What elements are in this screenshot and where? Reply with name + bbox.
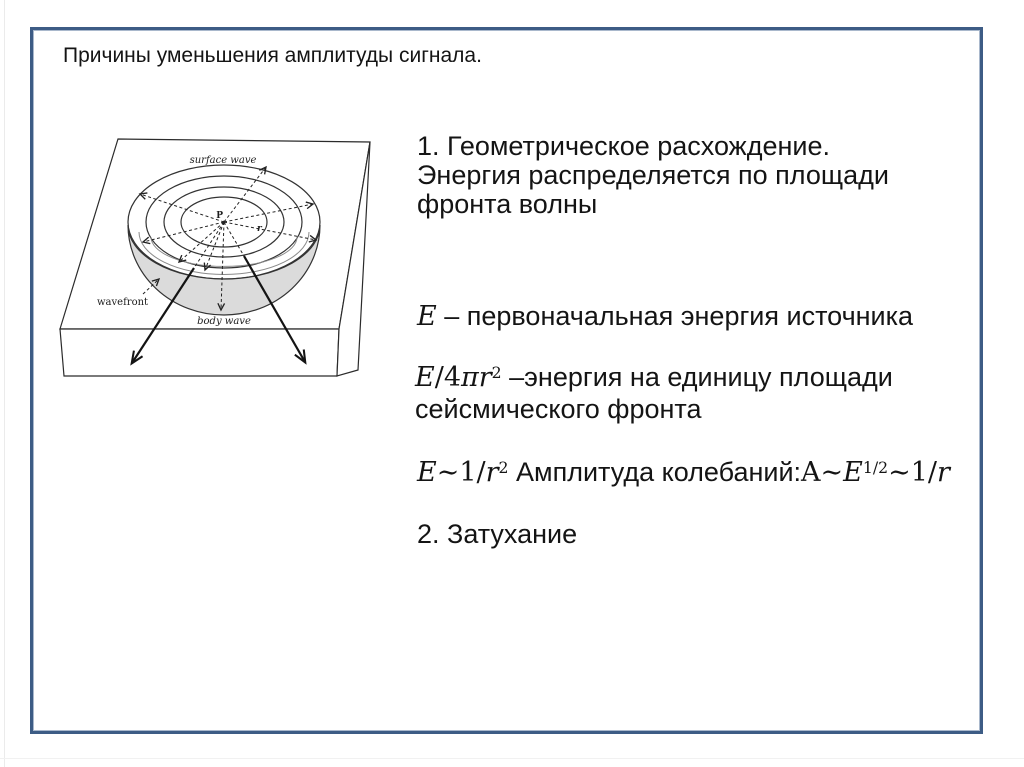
slab-front-face [60, 329, 339, 376]
wavefront-label: wavefront [97, 297, 149, 308]
seismic-wavefront-diagram [55, 130, 425, 395]
source-point-label: P [216, 211, 223, 221]
formula-energy-per-unit-area: $E/4\pi r^2$ –энергия на единицу площади сейсмического фронта [415, 362, 893, 424]
surface-wave-label: surface wave [189, 155, 257, 166]
radius-label: r [257, 224, 262, 234]
slide-title: Причины уменьшения амплитуды сигнала. [63, 44, 482, 67]
formula-initial-energy: E – первоначальная энергия источника [417, 301, 914, 332]
source-point-dot [223, 221, 226, 224]
list-item-1-geometric-spreading: 1. Геометрическое расхождение. Энергия распределяется по площади фронта волны [417, 131, 889, 219]
list-item-2-attenuation: 2. Затухание [417, 519, 578, 549]
body-wave-label: body wave [197, 316, 251, 327]
page-edge-line-bottom [0, 758, 1024, 759]
page-edge-line-left [4, 0, 5, 767]
formula-amplitude: $E\sim 1/r^2$ Амплитуда $колебаний:A\sim E^{1/2}\sim 1/r$ [417, 457, 950, 488]
block-of-earth [60, 139, 370, 376]
